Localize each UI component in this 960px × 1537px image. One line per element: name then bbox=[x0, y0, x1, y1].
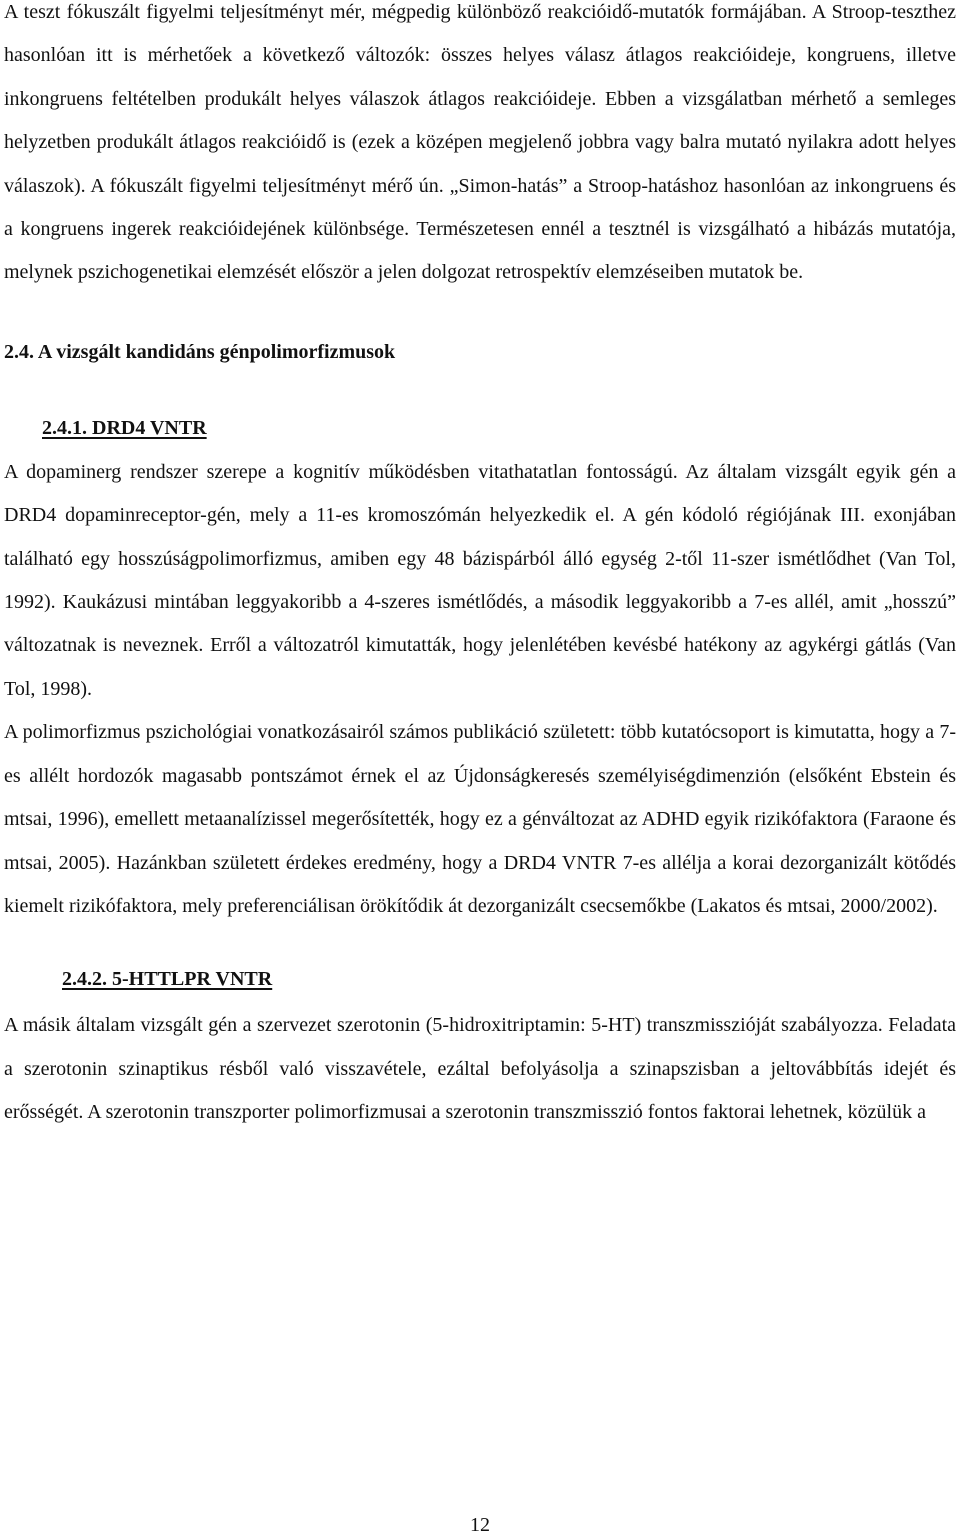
page-number: 12 bbox=[470, 1514, 490, 1536]
subsection-heading-5httlpr: 2.4.2. 5-HTTLPR VNTR bbox=[62, 968, 273, 991]
section-heading: 2.4. A vizsgált kandidáns génpolimorfizmusok bbox=[4, 340, 396, 363]
document-page bbox=[4, 0, 956, 1135]
paragraph-5httlpr-intro: A másik általam vizsgált gén a szervezet szerotonin (5-hidroxitriptamin: 5-HT) transzmisszióját szabályozza. Feladata a szerotonin szinaptikus résből való visszavétele, ezáltal befolyásolja a szinapszisban a jeltovábbítás idejét és erősségét. A szerotonin transzporter polimorfizmusai a szerotonin transzmisszió fontos faktorai lehetnek, közülük a bbox=[4, 1014, 956, 1124]
subsection-heading-drd4: 2.4.1. DRD4 VNTR bbox=[42, 416, 207, 439]
paragraph-flanker-test: A teszt fókuszált figyelmi teljesítményt mér, mégpedig különböző reakcióidő-mutatók formájában. A Stroop-teszthez hasonlóan itt is mérhetőek a következő változók: összes helyes válasz átlagos reakcióideje, kongruens, illetve inkongruens feltételben produkált helyes válaszok átlagos reakcióideje. Ebben a vizsgálatban mérhető a semleges helyzetben produkált átlagos reakcióidő is (ezek a középen megjelenő jobbra vagy balra mutató nyilakra adott helyes válaszok). A fókuszált figyelmi teljesítményt mérő ún. „Simon-hatás” a Stroop-hatáshoz hasonlóan az inkongruens és a kongruens ingerek reakcióidejének különbsége. Természetesen ennél a tesztnél is vizsgálható a hibázás mutatója, melynek pszichogenetikai elemzését először a jelen dolgozat retrospektív elemzéseiben mutatok be. bbox=[4, 1, 956, 284]
paragraph-drd4-psychology: A polimorfizmus pszichológiai vonatkozásairól számos publikáció született: több kutatócsoport is kimutatta, hogy a 7-es allélt hordozók magasabb pontszámot érnek el az Újdonságkeresés személyiségdimenzión (elsőként Ebstein és mtsai, 1996), emellett metaanalízissel megerősítették, hogy ez a génváltozat az ADHD egyik rizikófaktora (Faraone és mtsai, 2005). Hazánkban született érdekes eredmény, hogy a DRD4 VNTR 7-es allélja a korai dezorganizált kötődés kiemelt rizikófaktora, mely preferenciálisan örökítődik át dezorganizált csecsemőkbe (Lakatos és mtsai, 2000/2002). bbox=[4, 721, 956, 917]
paragraph-drd4-intro: A dopaminerg rendszer szerepe a kognitív működésben vitathatatlan fontosságú. Az általam vizsgált egyik gén a DRD4 dopaminreceptor-gén, mely a 11-es kromoszómán helyezkedik el. A gén kódoló régiójának III. exonjában található egy hosszúságpolimorfizmus, amiben egy 48 bázispárból álló egység 2-től 11-szer ismétlődhet (Van Tol, 1992). Kaukázusi mintában leggyakoribb a 4-szeres ismétlődés, a második leggyakoribb a 7-es allél, amit „hosszú” változatnak is neveznek. Erről a változatról kimutatták, hogy jelenlétében kevésbé hatékony az agykérgi gátlás (Van Tol, 1998). bbox=[4, 460, 956, 700]
